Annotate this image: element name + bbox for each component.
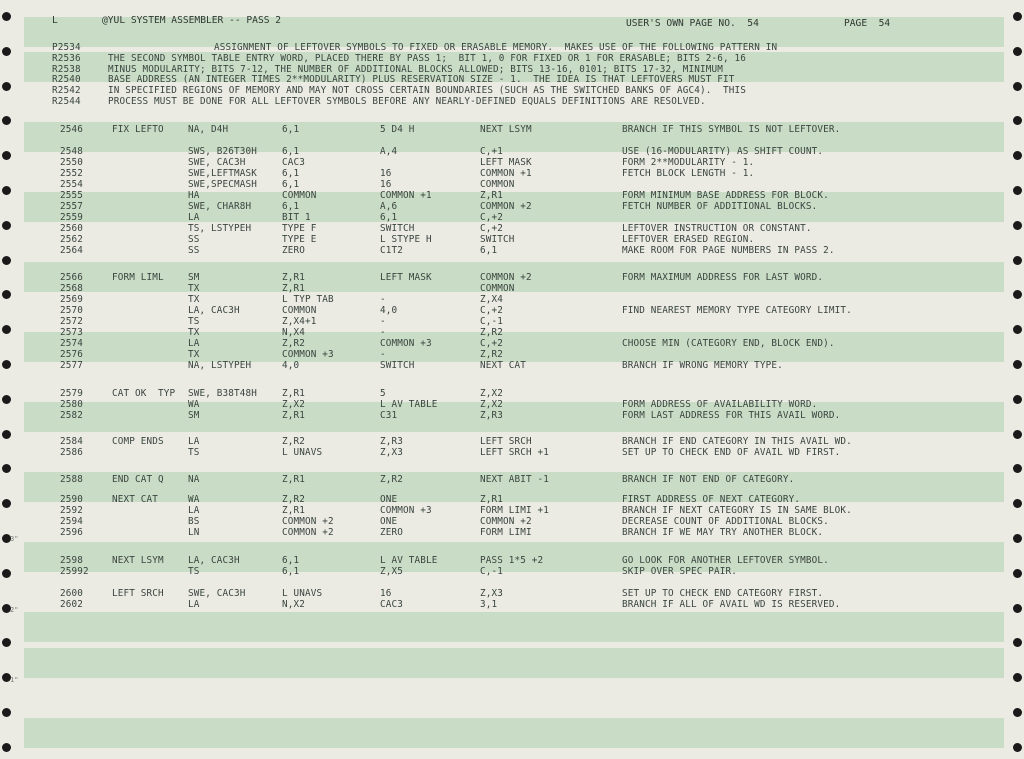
operand-3: Z,X2 xyxy=(480,388,503,399)
operand-3: COMMON xyxy=(480,283,515,294)
operand-1: Z,R1 xyxy=(282,388,305,399)
remark: FORM 2**MODULARITY - 1. xyxy=(622,157,755,168)
line-number: 2560 xyxy=(60,223,83,234)
comment-ref: R2538 xyxy=(52,63,81,75)
header-left-mark: L xyxy=(52,15,58,26)
operand-3: Z,X2 xyxy=(480,399,503,410)
operand-3: Z,R2 xyxy=(480,349,503,360)
operand-3: C,+2 xyxy=(480,338,503,349)
operand-3: Z,X3 xyxy=(480,588,503,599)
line-number: 2579 xyxy=(60,388,83,399)
remark: BRANCH IF NOT END OF CATEGORY. xyxy=(622,474,795,485)
operand-3: COMMON +2 xyxy=(480,201,532,212)
tractor-hole xyxy=(2,360,11,369)
operand-3: NEXT LSYM xyxy=(480,124,532,135)
operand-1: Z,R1 xyxy=(282,410,305,421)
tractor-hole xyxy=(2,499,11,508)
operand-2: Z,R3 xyxy=(380,436,403,447)
operand-1: ZERO xyxy=(282,245,305,256)
tractor-hole xyxy=(1013,221,1022,230)
tractor-hole xyxy=(2,430,11,439)
operand-1: N,X2 xyxy=(282,599,305,610)
operand-1: COMMON +2 xyxy=(282,527,334,538)
operand-2: - xyxy=(380,316,386,327)
opcode-field: TX xyxy=(188,283,200,294)
tractor-hole xyxy=(1013,47,1022,56)
remark: BRANCH IF ALL OF AVAIL WD IS RESERVED. xyxy=(622,599,841,610)
operand-2: 5 D4 H xyxy=(380,124,415,135)
tractor-hole xyxy=(1013,743,1022,752)
tractor-hole xyxy=(2,151,11,160)
tractor-hole xyxy=(1013,325,1022,334)
line-number: 2584 xyxy=(60,436,83,447)
opcode-field: SS xyxy=(188,245,200,256)
operand-3: 6,1 xyxy=(480,245,498,256)
line-number: 2574 xyxy=(60,338,83,349)
tractor-hole xyxy=(1013,569,1022,578)
line-number: 2590 xyxy=(60,494,83,505)
opcode-field: TX xyxy=(188,349,200,360)
remark: BRANCH IF THIS SYMBOL IS NOT LEFTOVER. xyxy=(622,124,841,135)
operand-1: Z,X2 xyxy=(282,399,305,410)
operand-2: ONE xyxy=(380,516,398,527)
operand-3: C,+2 xyxy=(480,223,503,234)
line-number: 2554 xyxy=(60,179,83,190)
comment-text: THE SECOND SYMBOL TABLE ENTRY WORD, PLACED THERE BY PASS 1; BIT 1, 0 FOR FIXED OR 1 FOR ERASABLE; BITS 2-6, 16 xyxy=(108,52,746,64)
operand-3: Z,R1 xyxy=(480,494,503,505)
operand-3: NEXT ABIT -1 xyxy=(480,474,549,485)
operand-3: Z,X4 xyxy=(480,294,503,305)
line-number: 2586 xyxy=(60,447,83,458)
operand-3: C,-1 xyxy=(480,316,503,327)
operand-2: 16 xyxy=(380,179,392,190)
operand-1: CAC3 xyxy=(282,157,305,168)
line-number: 2548 xyxy=(60,146,83,157)
opcode-field: WA xyxy=(188,399,200,410)
line-number: 2569 xyxy=(60,294,83,305)
line-number: 2559 xyxy=(60,212,83,223)
operand-2: 5 xyxy=(380,388,386,399)
remark: FORM MINIMUM BASE ADDRESS FOR BLOCK. xyxy=(622,190,829,201)
remark: FETCH NUMBER OF ADDITIONAL BLOCKS. xyxy=(622,201,818,212)
operand-1: 6,1 xyxy=(282,201,300,212)
line-number: 2592 xyxy=(60,505,83,516)
tractor-hole xyxy=(2,290,11,299)
opcode-field: LA xyxy=(188,212,200,223)
operand-1: L TYP TAB xyxy=(282,294,334,305)
line-number: 25992 xyxy=(60,566,89,577)
operand-1: TYPE F xyxy=(282,223,317,234)
location-label: NEXT LSYM xyxy=(112,555,164,566)
comment-ref: P2534 xyxy=(52,42,81,53)
line-number: 2564 xyxy=(60,245,83,256)
opcode-field: TS, LSTYPEH xyxy=(188,223,252,234)
tractor-hole xyxy=(1013,151,1022,160)
line-number: 2562 xyxy=(60,234,83,245)
header-own-page: USER'S OWN PAGE NO. 54 xyxy=(626,18,759,29)
margin-mark-3in: 3" xyxy=(10,535,19,543)
remark: CHOOSE MIN (CATEGORY END, BLOCK END). xyxy=(622,338,835,349)
tractor-hole xyxy=(1013,464,1022,473)
tractor-hole xyxy=(1013,708,1022,717)
line-number: 2580 xyxy=(60,399,83,410)
operand-3: C,+2 xyxy=(480,212,503,223)
operand-2: C1T2 xyxy=(380,245,403,256)
location-label: FORM LIML xyxy=(112,272,164,283)
tractor-hole xyxy=(1013,638,1022,647)
tractor-hole xyxy=(1013,116,1022,125)
line-number: 2582 xyxy=(60,410,83,421)
remark: USE (16-MODULARITY) AS SHIFT COUNT. xyxy=(622,146,824,157)
right-tractor-holes xyxy=(1008,0,1024,759)
opcode-field: TS xyxy=(188,447,200,458)
remark: GO LOOK FOR ANOTHER LEFTOVER SYMBOL. xyxy=(622,555,829,566)
line-number: 2550 xyxy=(60,157,83,168)
operand-2: L AV TABLE xyxy=(380,399,438,410)
line-number: 2568 xyxy=(60,283,83,294)
operand-1: BIT 1 xyxy=(282,212,311,223)
tractor-hole xyxy=(1013,12,1022,21)
operand-3: FORM LIMI +1 xyxy=(480,505,549,516)
header-page: PAGE 54 xyxy=(844,18,891,29)
tractor-hole xyxy=(2,325,11,334)
remark: FETCH BLOCK LENGTH - 1. xyxy=(622,168,755,179)
opcode-field: NA, LSTYPEH xyxy=(188,360,252,371)
opcode-field: SWE, CAC3H xyxy=(188,157,246,168)
operand-1: COMMON xyxy=(282,305,317,316)
tractor-hole xyxy=(2,186,11,195)
remark: BRANCH IF WE MAY TRY ANOTHER BLOCK. xyxy=(622,527,824,538)
operand-3: LEFT MASK xyxy=(480,157,532,168)
operand-3: COMMON +2 xyxy=(480,516,532,527)
operand-2: 4,0 xyxy=(380,305,398,316)
tractor-hole xyxy=(1013,534,1022,543)
tractor-hole xyxy=(2,47,11,56)
operand-1: Z,R2 xyxy=(282,436,305,447)
opcode-field: TS xyxy=(188,316,200,327)
remark: BRANCH IF END CATEGORY IN THIS AVAIL WD. xyxy=(622,436,852,447)
operand-2: COMMON +3 xyxy=(380,505,432,516)
tractor-hole xyxy=(2,569,11,578)
line-number: 2598 xyxy=(60,555,83,566)
comment-text: PROCESS MUST BE DONE FOR ALL LEFTOVER SYMBOLS BEFORE ANY NEARLY-DEFINED EQUALS DEFINITIONS ARE RESOLVED. xyxy=(108,96,706,107)
operand-2: C31 xyxy=(380,410,398,421)
operand-2: COMMON +1 xyxy=(380,190,432,201)
comment-text: BASE ADDRESS (AN INTEGER TIMES 2**MODULARITY) PLUS RESERVATION SIZE - 1. THE IDEA IS THAT LEFTOVERS MUST FIT xyxy=(108,74,735,86)
operand-2: SWITCH xyxy=(380,360,415,371)
opcode-field: LA xyxy=(188,436,200,447)
operand-2: L AV TABLE xyxy=(380,555,438,566)
margin-mark-2in: 2" xyxy=(10,606,19,614)
operand-2: - xyxy=(380,327,386,338)
greenbar-band xyxy=(24,612,1004,642)
line-number: 2588 xyxy=(60,474,83,485)
operand-3: COMMON +1 xyxy=(480,168,532,179)
remark: SET UP TO CHECK END CATEGORY FIRST. xyxy=(622,588,824,599)
remark: FIND NEAREST MEMORY TYPE CATEGORY LIMIT. xyxy=(622,305,852,316)
tractor-hole xyxy=(2,395,11,404)
line-number: 2600 xyxy=(60,588,83,599)
tractor-hole xyxy=(2,116,11,125)
tractor-hole xyxy=(1013,604,1022,613)
remark: FORM ADDRESS OF AVAILABILITY WORD. xyxy=(622,399,818,410)
tractor-hole xyxy=(1013,499,1022,508)
operand-3: LEFT SRCH +1 xyxy=(480,447,549,458)
operand-2: - xyxy=(380,349,386,360)
operand-3: FORM LIMI xyxy=(480,527,532,538)
tractor-hole xyxy=(1013,82,1022,91)
remark: LEFTOVER INSTRUCTION OR CONSTANT. xyxy=(622,223,812,234)
tractor-hole xyxy=(2,221,11,230)
operand-2: Z,X5 xyxy=(380,566,403,577)
tractor-hole xyxy=(1013,430,1022,439)
greenbar-band xyxy=(24,402,1004,432)
opcode-field: NA xyxy=(188,474,200,485)
operand-2: ONE xyxy=(380,494,398,505)
operand-2: L STYPE H xyxy=(380,234,432,245)
opcode-field: SWE, B38T48H xyxy=(188,388,257,399)
tractor-hole xyxy=(1013,360,1022,369)
greenbar-band xyxy=(24,648,1004,678)
operand-3: C,-1 xyxy=(480,566,503,577)
operand-2: ZERO xyxy=(380,527,403,538)
opcode-field: SS xyxy=(188,234,200,245)
opcode-field: LA xyxy=(188,338,200,349)
operand-2: CAC3 xyxy=(380,599,403,610)
tractor-hole xyxy=(2,256,11,265)
operand-1: L UNAVS xyxy=(282,588,323,599)
operand-1: Z,R1 xyxy=(282,272,305,283)
operand-1: Z,R1 xyxy=(282,505,305,516)
operand-1: N,X4 xyxy=(282,327,305,338)
operand-2: 16 xyxy=(380,588,392,599)
operand-3: C,+2 xyxy=(480,305,503,316)
line-number: 2566 xyxy=(60,272,83,283)
margin-mark-1in: 1" xyxy=(10,676,19,684)
comment-ref: R2544 xyxy=(52,96,81,107)
location-label: LEFT SRCH xyxy=(112,588,164,599)
comment-text: IN SPECIFIED REGIONS OF MEMORY AND MAY NOT CROSS CERTAIN BOUNDARIES (SUCH AS THE SWITCHED BANKS OF AGC4). THIS xyxy=(108,85,746,97)
remark: LEFTOVER ERASED REGION. xyxy=(622,234,755,245)
location-label: END CAT Q xyxy=(112,474,164,485)
operand-1: 6,1 xyxy=(282,168,300,179)
tractor-hole xyxy=(1013,673,1022,682)
line-number: 2577 xyxy=(60,360,83,371)
operand-3: Z,R1 xyxy=(480,190,503,201)
operand-1: Z,R1 xyxy=(282,283,305,294)
operand-2: COMMON +3 xyxy=(380,338,432,349)
operand-1: Z,R2 xyxy=(282,494,305,505)
remark: DECREASE COUNT OF ADDITIONAL BLOCKS. xyxy=(622,516,829,527)
comment-text: MINUS MODULARITY; BITS 7-12, THE NUMBER OF ADDITIONAL BLOCKS ALLOWED; BITS 13-16, 0101; BITS 17-32, MINIMUM xyxy=(108,63,723,75)
opcode-field: LA, CAC3H xyxy=(188,555,240,566)
location-label: CAT OK TYP xyxy=(112,388,176,399)
greenbar-band xyxy=(24,718,1004,748)
tractor-hole xyxy=(1013,290,1022,299)
operand-3: COMMON xyxy=(480,179,515,190)
remark: SET UP TO CHECK END OF AVAIL WD FIRST. xyxy=(622,447,841,458)
operand-1: 6,1 xyxy=(282,566,300,577)
left-tractor-holes xyxy=(0,0,19,759)
operand-1: COMMON +3 xyxy=(282,349,334,360)
tractor-hole xyxy=(1013,256,1022,265)
operand-1: Z,R1 xyxy=(282,474,305,485)
tractor-hole xyxy=(1013,395,1022,404)
operand-3: Z,R2 xyxy=(480,327,503,338)
tractor-hole xyxy=(2,638,11,647)
opcode-field: LA xyxy=(188,599,200,610)
opcode-field: LN xyxy=(188,527,200,538)
opcode-field: WA xyxy=(188,494,200,505)
operand-2: 16 xyxy=(380,168,392,179)
opcode-field: LA xyxy=(188,505,200,516)
remark: BRANCH IF WRONG MEMORY TYPE. xyxy=(622,360,783,371)
operand-3: COMMON +2 xyxy=(480,272,532,283)
remark: FORM LAST ADDRESS FOR THIS AVAIL WORD. xyxy=(622,410,841,421)
header-title: @YUL SYSTEM ASSEMBLER -- PASS 2 xyxy=(102,15,282,26)
operand-3: SWITCH xyxy=(480,234,515,245)
operand-2: SWITCH xyxy=(380,223,415,234)
remark: SKIP OVER SPEC PAIR. xyxy=(622,566,737,577)
operand-1: 4,0 xyxy=(282,360,300,371)
location-label: NEXT CAT xyxy=(112,494,158,505)
remark: MAKE ROOM FOR PAGE NUMBERS IN PASS 2. xyxy=(622,245,835,256)
tractor-hole xyxy=(2,12,11,21)
opcode-field: NA, D4H xyxy=(188,124,229,135)
operand-3: 3,1 xyxy=(480,599,498,610)
operand-3: Z,R3 xyxy=(480,410,503,421)
tractor-hole xyxy=(2,82,11,91)
line-number: 2596 xyxy=(60,527,83,538)
opcode-field: SWE, CAC3H xyxy=(188,588,246,599)
comment-ref: R2536 xyxy=(52,52,81,64)
operand-1: Z,X4+1 xyxy=(282,316,317,327)
opcode-field: SWS, B26T30H xyxy=(188,146,257,157)
operand-3: C,+1 xyxy=(480,146,503,157)
operand-1: 6,1 xyxy=(282,124,300,135)
line-number: 2602 xyxy=(60,599,83,610)
opcode-field: SWE,SPECMASH xyxy=(188,179,257,190)
comment-text: ASSIGNMENT OF LEFTOVER SYMBOLS TO FIXED OR ERASABLE MEMORY. MAKES USE OF THE FOLLOWING PATTERN IN xyxy=(214,42,778,53)
operand-2: Z,X3 xyxy=(380,447,403,458)
opcode-field: SM xyxy=(188,272,200,283)
location-label: FIX LEFTO xyxy=(112,124,164,135)
opcode-field: BS xyxy=(188,516,200,527)
opcode-field: TX xyxy=(188,294,200,305)
comment-ref: R2540 xyxy=(52,74,81,86)
operand-1: 6,1 xyxy=(282,146,300,157)
opcode-field: TX xyxy=(188,327,200,338)
operand-1: Z,R2 xyxy=(282,338,305,349)
operand-1: COMMON +2 xyxy=(282,516,334,527)
line-number: 2576 xyxy=(60,349,83,360)
tractor-hole xyxy=(1013,186,1022,195)
operand-1: TYPE E xyxy=(282,234,317,245)
remark: FORM MAXIMUM ADDRESS FOR LAST WORD. xyxy=(622,272,824,283)
operand-2: - xyxy=(380,294,386,305)
opcode-field: SWE, CHAR8H xyxy=(188,201,252,212)
line-number: 2572 xyxy=(60,316,83,327)
operand-2: A,4 xyxy=(380,146,398,157)
opcode-field: SM xyxy=(188,410,200,421)
operand-3: PASS 1*5 +2 xyxy=(480,555,544,566)
operand-1: 6,1 xyxy=(282,555,300,566)
operand-2: A,6 xyxy=(380,201,398,212)
operand-2: LEFT MASK xyxy=(380,272,432,283)
operand-2: 6,1 xyxy=(380,212,398,223)
line-number: 2546 xyxy=(60,124,83,135)
operand-1: COMMON xyxy=(282,190,317,201)
operand-1: L UNAVS xyxy=(282,447,323,458)
line-number: 2570 xyxy=(60,305,83,316)
opcode-field: LA, CAC3H xyxy=(188,305,240,316)
operand-2: Z,R2 xyxy=(380,474,403,485)
remark: FIRST ADDRESS OF NEXT CATEGORY. xyxy=(622,494,801,505)
operand-1: 6,1 xyxy=(282,179,300,190)
line-number: 2594 xyxy=(60,516,83,527)
greenbar-band xyxy=(24,332,1004,362)
tractor-hole xyxy=(2,464,11,473)
line-number: 2557 xyxy=(60,201,83,212)
tractor-hole xyxy=(2,743,11,752)
opcode-field: SWE,LEFTMASK xyxy=(188,168,257,179)
opcode-field: TS xyxy=(188,566,200,577)
remark: BRANCH IF NEXT CATEGORY IS IN SAME BLOK. xyxy=(622,505,852,516)
line-number: 2573 xyxy=(60,327,83,338)
tractor-hole xyxy=(2,708,11,717)
location-label: COMP ENDS xyxy=(112,436,164,447)
line-number: 2552 xyxy=(60,168,83,179)
operand-3: LEFT SRCH xyxy=(480,436,532,447)
line-number: 2555 xyxy=(60,190,83,201)
operand-3: NEXT CAT xyxy=(480,360,526,371)
comment-ref: R2542 xyxy=(52,85,81,97)
opcode-field: HA xyxy=(188,190,200,201)
